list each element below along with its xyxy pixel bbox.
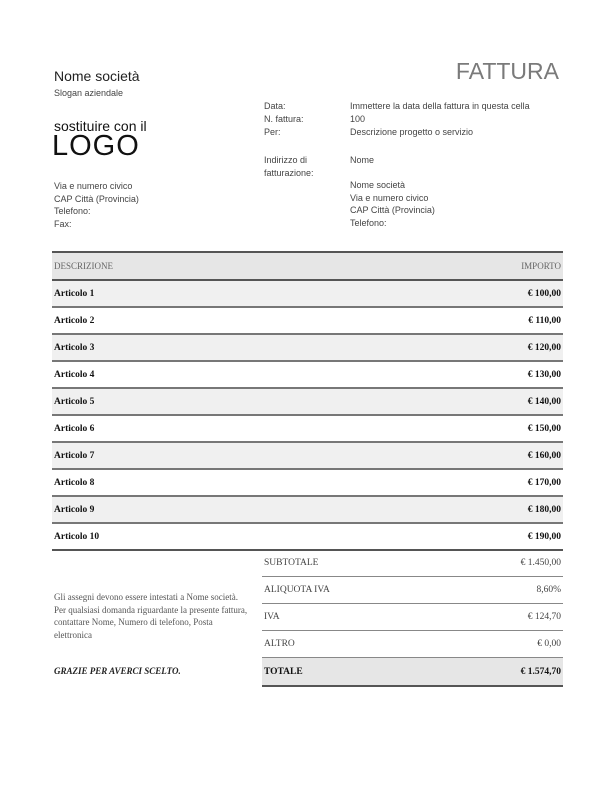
meta-date-row	[264, 100, 530, 113]
billing-address[interactable]	[350, 154, 435, 229]
invoice-meta	[264, 100, 530, 139]
item-description: Articolo 4	[54, 369, 95, 380]
tax-row[interactable]	[262, 604, 563, 631]
items-table	[52, 251, 563, 551]
sender-address	[54, 180, 139, 230]
subtotal-value: € 1.450,00	[520, 558, 561, 568]
item-description: Articolo 7	[54, 450, 95, 461]
item-description: Articolo 5	[54, 396, 95, 407]
invoice-number-label: N. fattura:	[264, 114, 304, 124]
billing-phone: Telefono:	[350, 217, 387, 228]
table-row[interactable]	[52, 308, 563, 335]
invoice-title: FATTURA	[455, 58, 559, 84]
sender-city: CAP Città (Provincia)	[54, 193, 139, 204]
subtotal-row[interactable]	[262, 550, 563, 577]
for-value[interactable]: Descrizione progetto o servizio	[350, 127, 474, 137]
meta-for-row	[264, 126, 530, 139]
sender-fax: Fax:	[54, 218, 72, 229]
table-row[interactable]	[52, 416, 563, 443]
billing-company: Nome società	[350, 180, 406, 190]
item-amount: € 160,00	[527, 450, 561, 461]
date-value[interactable]: Immettere la data della fattura in questa cella	[350, 101, 530, 111]
other-label: ALTRO	[264, 639, 295, 649]
table-row[interactable]	[52, 362, 563, 389]
item-description: Articolo 1	[54, 288, 95, 299]
item-amount: € 180,00	[527, 504, 561, 515]
billing-name: Nome	[350, 155, 375, 165]
item-amount: € 150,00	[527, 423, 561, 434]
date-label: Data:	[264, 101, 286, 111]
company-name: Nome società	[54, 68, 140, 84]
item-amount: € 170,00	[527, 477, 561, 488]
total-value: € 1.574,70	[520, 666, 561, 677]
item-amount: € 190,00	[527, 531, 561, 542]
total-label: TOTALE	[264, 666, 303, 677]
tax-rate-value: 8,60%	[536, 585, 561, 595]
item-description: Articolo 9	[54, 504, 95, 515]
item-amount: € 100,00	[527, 288, 561, 299]
logo-placeholder-caption: sostituire con il	[54, 118, 147, 134]
tax-value: € 124,70	[527, 612, 561, 622]
thank-you-message: GRAZIE PER AVERCI SCELTO.	[54, 666, 181, 676]
item-amount: € 120,00	[527, 342, 561, 353]
tax-rate-row[interactable]	[262, 577, 563, 604]
table-row[interactable]	[52, 524, 563, 551]
for-label: Per:	[264, 127, 281, 137]
tax-rate-label: ALIQUOTA IVA	[264, 585, 330, 595]
meta-number-row	[264, 113, 530, 126]
item-description: Articolo 10	[54, 531, 100, 542]
billing-label-line1: Indirizzo di	[264, 155, 308, 165]
subtotal-label: SUBTOTALE	[264, 558, 319, 568]
item-description: Articolo 2	[54, 315, 95, 326]
totals-table	[262, 550, 563, 687]
table-row[interactable]	[52, 470, 563, 497]
description-column-header: DESCRIZIONE	[54, 261, 113, 271]
table-row[interactable]	[52, 443, 563, 470]
amount-column-header: IMPORTO	[521, 261, 561, 271]
table-row[interactable]	[52, 497, 563, 524]
item-description: Articolo 3	[54, 342, 95, 353]
table-row[interactable]	[52, 335, 563, 362]
table-row[interactable]	[52, 281, 563, 308]
billing-street: Via e numero civico	[350, 192, 429, 203]
item-description: Articolo 8	[54, 477, 95, 488]
billing-city: CAP Città (Provincia)	[350, 205, 435, 215]
other-row[interactable]	[262, 631, 563, 658]
sender-street: Via e numero civico	[54, 181, 133, 191]
payment-note: Gli assegni devono essere intestati a Nome società. Per qualsiasi domanda riguardante la presente fattura, contattare Nome, Numero di telefono, Posta elettronica	[54, 592, 248, 640]
sender-phone: Telefono:	[54, 206, 91, 216]
logo-placeholder: LOGO	[52, 130, 140, 162]
billing-address-block	[264, 154, 435, 229]
item-amount: € 130,00	[527, 369, 561, 380]
billing-label-line2: fatturazione:	[264, 167, 314, 178]
company-slogan: Slogan aziendale	[54, 88, 124, 98]
item-amount: € 140,00	[527, 396, 561, 407]
items-table-header	[52, 251, 563, 281]
billing-spacer	[350, 167, 435, 180]
invoice-number-value[interactable]: 100	[350, 114, 366, 124]
item-description: Articolo 6	[54, 423, 95, 434]
item-amount: € 110,00	[528, 315, 561, 326]
table-row[interactable]	[52, 389, 563, 416]
other-value: € 0,00	[537, 639, 561, 649]
billing-label	[264, 154, 350, 229]
tax-label: IVA	[264, 612, 280, 622]
total-row[interactable]	[262, 658, 563, 687]
